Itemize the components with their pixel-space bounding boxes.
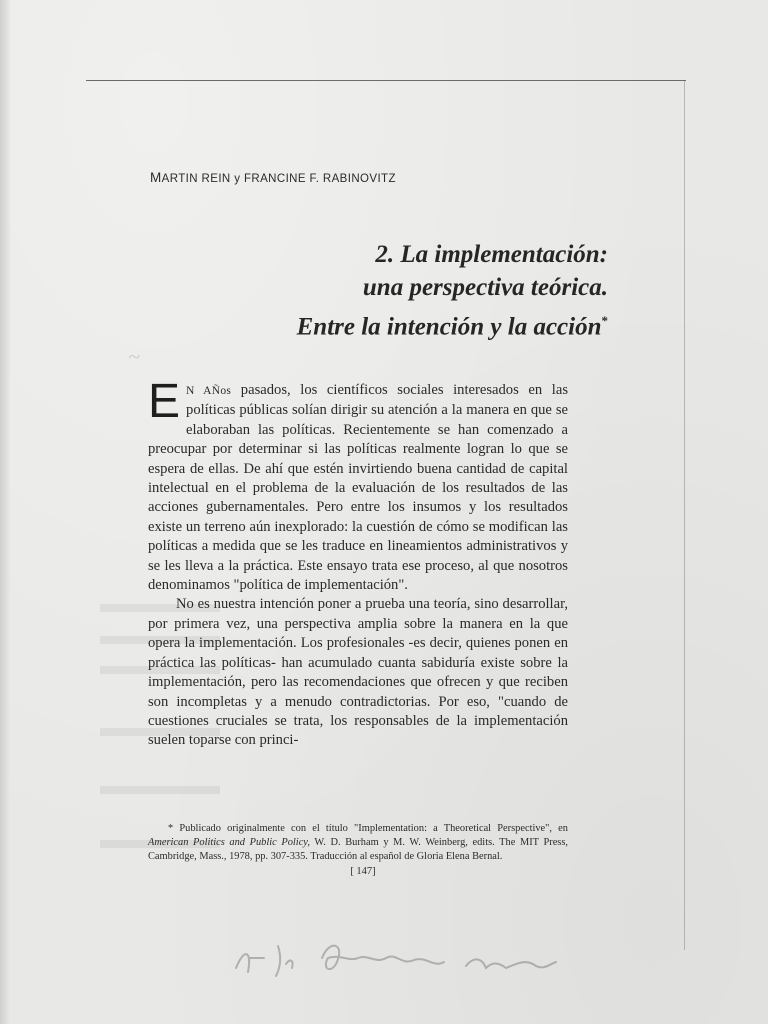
chapter-body-text [148, 375, 568, 751]
chapter-title-line-1: 2. La implementación: [375, 241, 608, 268]
paragraph-2: No es nuestra intención poner a prueba una teoría, sino desarrollar, por primera vez, una perspectiva amplia sobre la manera en la que opera la implementación. Los profesionales -es decir, quienes ponen en práctica las políticas- han acumulado cuanta sabiduría existe sobre la implementación, pero las recomendaciones que ofrecen y que reciben son incompletas y a menudo contradictorias. Por eso, "cuando de cuestiones cruciales se trata, los responsables de la implementación suelen toparse con princi- [148, 596, 568, 749]
page-number: [ 147] [350, 866, 376, 877]
page-top-edge [86, 80, 686, 81]
handwritten-signature-drawing [230, 928, 560, 990]
footnote-text-a: Publicado originalmente con el título "Implementation: a Theoretical Perspective", en [173, 823, 568, 834]
footnote-text-b: W. D. Burham y M. W. Weinberg, edits. The MIT Press, Cambridge, Mass., 1978, pp. 307-335. Traducción al español de Gloria Elena Bernal. [148, 837, 568, 863]
chapter-authors [150, 170, 396, 185]
chapter-title [297, 238, 608, 343]
author-first-name-rest: ARTIN [161, 173, 198, 185]
paragraph-1-text: pasados, los científicos sociales interesados en las políticas públicas solían dirigir su atención a la manera en que se elaboraban las políticas. Recientemente se han comenzado a preocupar por determinar si las políticas realmente logran lo que se espera de ellas. De ahí que estén invirtiendo buena cantidad de capital intelectual en el problema de la evaluación de los resultados de las acciones gubernamentales. Pero entre los insumos y los resultados existe un terreno aún inexplorado: la cuestión de cómo se modifican las políticas a medida que se les traduce en lineamientos administrativos y se les lleva a la práctica. Este ensayo trata ese proceso, al que nosotros denominamos "política de implementación". [148, 382, 568, 594]
author-initial: M [150, 170, 162, 185]
bleed-through-line [100, 786, 220, 794]
footnote-marker: * [601, 313, 608, 328]
chapter-title-line-3-text: Entre la intención y la acción [296, 313, 602, 341]
lead-smallcaps: N AÑos [186, 385, 232, 397]
author-names-rest: REIN y FRANCINE F. RABINOVITZ [197, 173, 396, 185]
footnote-mark: * [168, 823, 174, 834]
footnote-journal-title: American Politics and Public Policy, [148, 837, 310, 849]
drop-cap: E [148, 375, 181, 428]
footnote [148, 822, 568, 865]
handwritten-signature [230, 928, 560, 990]
chapter-title-line-3 [297, 304, 608, 343]
scan-left-edge [0, 0, 10, 1024]
footnote-text [148, 822, 568, 865]
bleed-through-mark: ~ [128, 344, 140, 369]
chapter-title-line-2: una perspectiva teórica. [362, 274, 608, 301]
paragraph-1 [148, 375, 568, 595]
page-right-edge [684, 80, 685, 950]
